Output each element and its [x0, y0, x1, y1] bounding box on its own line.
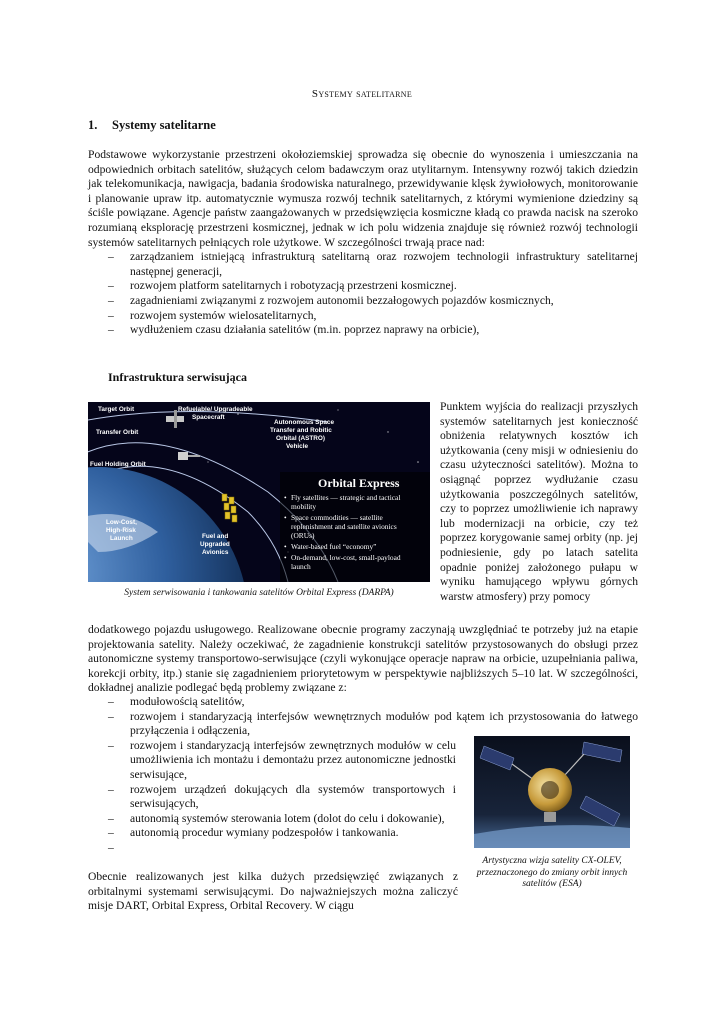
section-title: Systemy satelitarne	[112, 118, 216, 132]
list-item: – zagadnieniami związanymi z rozwojem autonomii bezzałogowych pojazdów kosmicznych,	[88, 294, 638, 309]
bullet-1-line-1: Fly satellites — strategic and tactical	[291, 493, 401, 502]
list-item: – wydłużeniem czasu działania satelitów (m.in. poprzez naprawy na orbicie),	[88, 323, 638, 338]
label-astro-3: Orbital (ASTRO)	[276, 435, 325, 442]
bullet-2-line-2: replenishment and satellite avionics	[291, 522, 397, 531]
main-paragraph: dodatkowego pojazdu usługowego. Realizowane obecnie programy zaczynają uwzględniać te potrzeby już na etapie projektowania satelity. Należy oczekiwać, że zagadnienie konstrukcji satelitów przystosowanych do obsługi przez autonomiczne systemy transportowo-serwisujące (czyli wykonujące operacje napraw na orbicie, uzupełniania paliwa, korekcji orbity, itp.) stanie się zagadnieniem priorytetowym w perspektywie najbliższych 5–10 lat. W szczególności, dokładnej analizie podlegać będą problemy związane z:	[88, 623, 638, 695]
list-item: – modułowością satelitów,	[88, 695, 638, 710]
figure-1-caption: System serwisowania i tankowania satelitów Orbital Express (DARPA)	[124, 588, 394, 598]
list-item: – autonomią systemów sterowania lotem (dolot do celu i dokowanie),	[88, 812, 456, 827]
bullet-dot: •	[284, 542, 287, 551]
label-fuel-3: Avionics	[202, 549, 229, 556]
info-box-title: Orbital Express	[318, 476, 400, 490]
section-number: 1.	[88, 118, 98, 132]
bullet-dot: •	[284, 493, 287, 502]
list-item: – zarządzaniem istniejącą infrastrukturą satelitarną oraz rozwojem technologii infrastruktury satelitarnej następnej generacji,	[88, 250, 638, 279]
label-astro-1: Autonomous Space	[274, 419, 335, 426]
list-item	[88, 841, 456, 856]
label-spacecraft: Spacecraft	[192, 414, 225, 421]
thruster	[544, 812, 556, 822]
bullet-4-line-1: On-demand, low-cost, small-payload	[291, 553, 401, 562]
label-fuel-2: Upgraded	[200, 541, 230, 548]
label-fuel-holding-orbit: Fuel Holding Orbit	[90, 461, 146, 468]
intro-list	[88, 250, 638, 338]
list-item: – autonomią procedur wymiany podzespołów i tankowania.	[88, 826, 456, 841]
bullet-1-line-2: mobility	[291, 502, 317, 511]
bullet-4-line-2: launch	[291, 562, 311, 571]
list-item: – rozwojem systemów wielosatelitarnych,	[88, 309, 638, 324]
docking-port	[541, 781, 559, 799]
label-launch-1: Low-Cost,	[106, 519, 137, 526]
bullet-dot: •	[284, 513, 287, 522]
list-item: – rozwojem platform satelitarnych i robotyzacją przestrzeni kosmicznej.	[88, 279, 638, 294]
orbital-express-figure	[88, 402, 430, 582]
figure-2-caption: Artystyczna wizja satelity CX-OLEV, przeznaczonego do zmiany orbit innych satelitów (ESA)	[476, 856, 628, 889]
section-heading	[88, 118, 216, 133]
bullet-2-line-1: Space commodities — satellite	[291, 513, 383, 522]
list-item: – rozwojem i standaryzacją interfejsów wewnętrznych modułów pod kątem ich przystosowania do łatwego przyłączenia i odłączenia,	[88, 710, 638, 739]
label-astro-4: Vehicle	[286, 443, 309, 450]
bullet-2-line-3: (ORUs)	[291, 531, 315, 540]
intro-paragraph: Podstawowe wykorzystanie przestrzeni okołoziemskiej sprowadza się obecnie do wynoszenia i umieszczania na odpowiednich orbitach satelitów, służących celom badawczym oraz utylitarnym. Intensywny rozwój takich dziedzin jak telekomunikacja, nawigacja, badania środowiska naturalnego, przewidywanie klęsk żywiołowych, monitorowanie i planowanie upraw itp. automatycznie wymusza rozwój technik satelitarnych, z którymi wymienione dziedziny są ściśle powiązane. Agencje państw zaangażowanych w przedsięwzięcia kosmiczne kładą co prawda nacisk na szeroko rozumianą eksplorację przestrzeni kosmicznej, jednak w ich polu widzenia znajduje się również rozwój technologii systemów satelitarnych pełniących role użytkowe. W szczególności trwają prace nad:	[88, 148, 638, 249]
cx-olev-illustration	[474, 736, 630, 848]
label-target-orbit: Target Orbit	[98, 406, 135, 413]
cx-olev-figure	[474, 736, 630, 848]
side-paragraph: Punktem wyjścia do realizacji przyszłych systemów satelitarnych jest konieczność obniżenia relatywnych kosztów ich użytkowania (ceny misji w odniesieniu do czasu użyteczności satelitów). Można to osiągnąć poprzez wydłużanie czasu użytkowania poszczególnych satelitów, czy to poprzez umożliwienie ich naprawy lub modernizacji na orbicie, czy też poprzez korygowanie samej orbity (np. jej podniesienie, gdy po latach satelita opadnie poniżej założonego pułapu w wyniku hamującego wpływu górnych warstw atmosfery) przy pomocy	[440, 400, 638, 603]
list-item: – rozwojem urządzeń dokujących dla systemów transportowych i serwisujących,	[88, 783, 456, 812]
list-item: – rozwojem i standaryzacją interfejsów zewnętrznych modułów w celu umożliwienia ich montażu i demontażu przez autonomiczne jednostki serwisujące,	[88, 739, 456, 783]
orbital-express-illustration	[88, 402, 430, 582]
subsection-heading: Infrastruktura serwisująca	[108, 370, 247, 384]
running-header: Systemy satelitarne	[311, 88, 413, 100]
label-refuelable: Refuelable/ Upgradeable	[178, 406, 253, 413]
label-transfer-orbit: Transfer Orbit	[96, 429, 139, 436]
label-launch-3: Launch	[110, 535, 133, 542]
label-astro-2: Transfer and Robitic	[270, 427, 332, 434]
bullet-dot: •	[284, 553, 287, 562]
label-launch-2: High-Risk	[106, 527, 136, 534]
intro-block	[88, 148, 638, 338]
label-fuel-1: Fuel and	[202, 533, 229, 540]
bullet-3-line-1: Water-based fuel “economy”	[291, 542, 377, 551]
closing-paragraph: Obecnie realizowanych jest kilka dużych przedsięwzięć związanych z orbitalnymi systemami serwisującymi. Do najważniejszych można zaliczyć misje DART, Orbital Express, Orbital Recovery. W ciągu	[88, 870, 458, 913]
